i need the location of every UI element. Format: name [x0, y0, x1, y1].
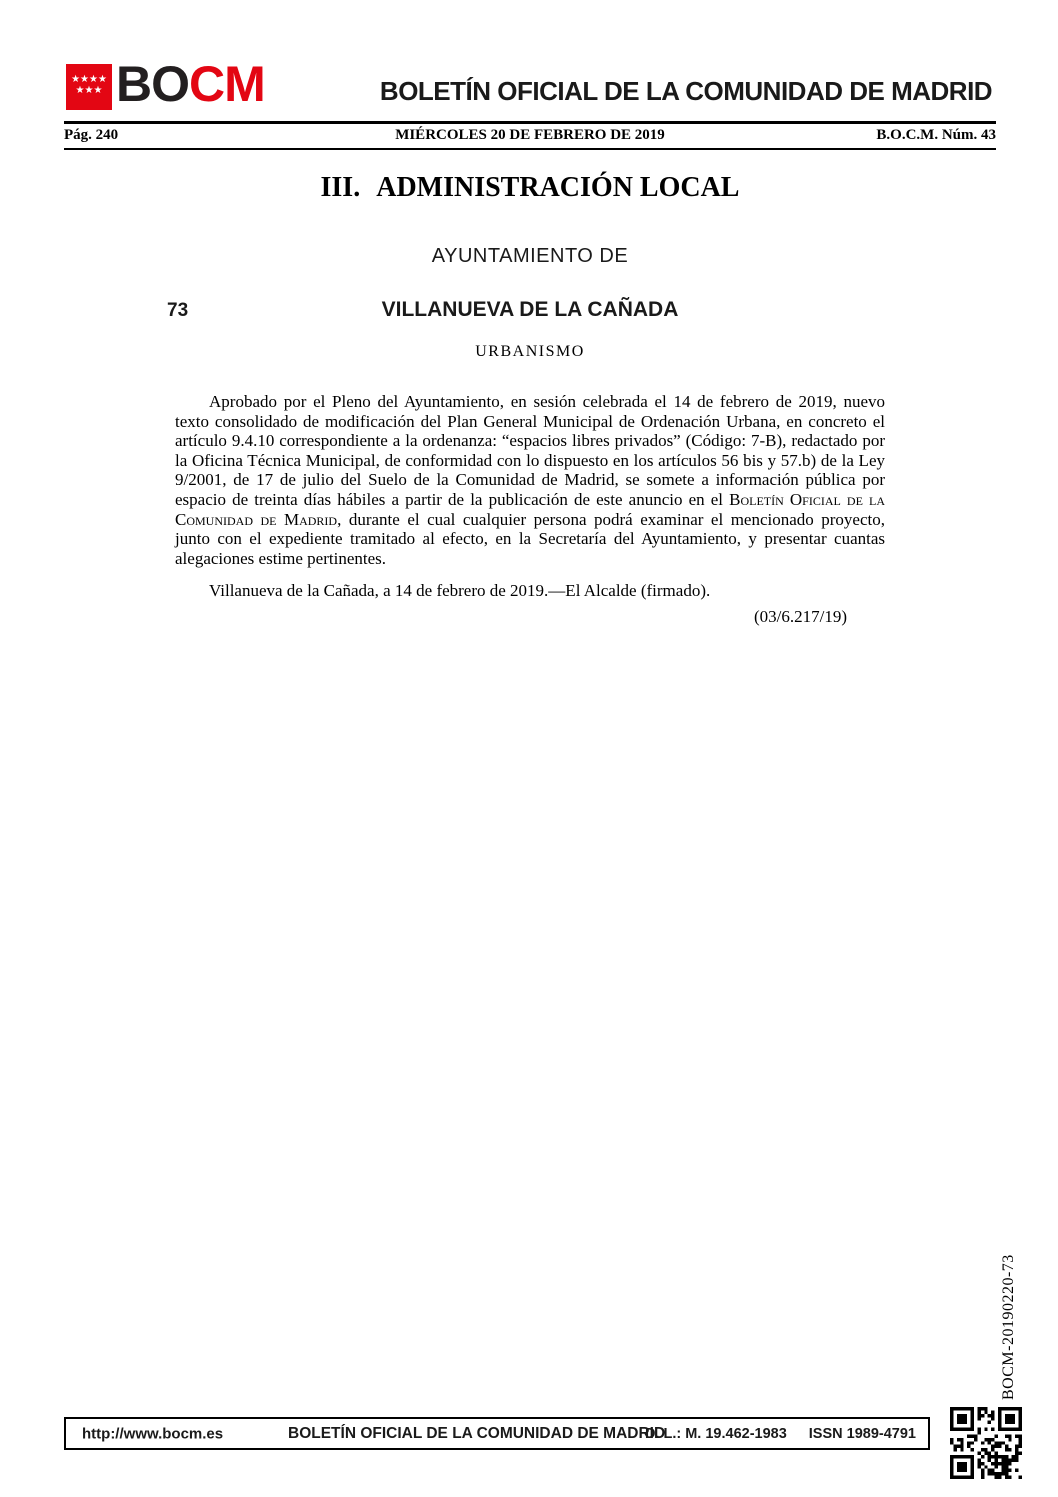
page-number-label: Pág. 240 [64, 127, 119, 143]
header-rule-bottom [64, 148, 996, 150]
footer-title: BOLETÍN OFICIAL DE LA COMUNIDAD DE MADRID [288, 1424, 666, 1442]
legal-deposit-label: D. L.: M. 19.462-1983 [644, 1425, 787, 1442]
issue-number-label: B.O.C.M. Núm. 43 [876, 127, 996, 143]
qr-code [950, 1407, 1022, 1479]
footer-legal-group [645, 1426, 916, 1442]
section-number: III. [320, 172, 361, 203]
section-title [175, 172, 885, 204]
paragraph-smallcaps: Boletín Oficial de la Comunidad de Madrid [175, 489, 886, 529]
header-rule-top [64, 121, 996, 124]
madrid-flag-icon [66, 64, 112, 110]
header-meta-row [64, 127, 996, 144]
signature-line: Villanueva de la Cañada, a 14 de febrero de 2019.—El Alcalde (firmado). [209, 581, 711, 600]
issue-date-label: MIÉRCOLES 20 DE FEBRERO DE 2019 [395, 127, 665, 143]
logo-text-bo: BO [116, 56, 189, 112]
masthead-title: BOLETÍN OFICIAL DE LA COMUNIDAD DE MADRID [379, 76, 993, 106]
paragraph-text-1: Aprobado por el Pleno del Ayuntamiento, en sesión celebrada el 14 de febrero de 2019, nuevo texto consolidado de modificación del Plan General Municipal de Ordenación Urbana, en concreto el artículo 9.4.10 correspondiente a la ordenanza: “espacios libres privados” (Código: 7-B), redactado por la Oficina Técnica Municipal, de conformidad con lo dispuesto en los artículos 56 bis y 57.b) de la Ley 9/2001, de 17 de julio del Suelo de la Comunidad de Madrid, se somete a información pública por espacio de treinta días hábiles a partir de la publicación de este anuncio en el [175, 392, 885, 509]
subsection-heading: URBANISMO [475, 343, 585, 360]
bocm-logo [116, 56, 265, 112]
qr-code-image [950, 1407, 1022, 1479]
org-heading: AYUNTAMIENTO DE [431, 245, 629, 267]
document-code-vertical: BOCM-20190220-73 [1000, 1254, 1017, 1400]
reference-code: (03/6.217/19) [753, 607, 847, 626]
announcement-paragraph [175, 392, 885, 568]
municipality-heading: VILLANUEVA DE LA CAÑADA [381, 298, 679, 321]
flag-stars-row1: ★★★★ [71, 74, 107, 85]
section-name: ADMINISTRACIÓN LOCAL [376, 172, 740, 203]
footer-bar [64, 1417, 930, 1450]
footer-url-link[interactable]: http://www.bocm.es [82, 1425, 224, 1442]
flag-stars-row2: ★★★ [75, 85, 103, 96]
announcement-number: 73 [167, 300, 189, 321]
logo-text-cm: CM [189, 56, 265, 112]
paragraph-text-2: , durante el cual cualquier persona podrá examinar el mencionado proyecto, junto con el expediente tramitado al efecto, en la Secretaría del Ayuntamiento, y presentar cuantas alegaciones estime pertinentes. [175, 509, 885, 568]
issn-label: ISSN 1989-4791 [808, 1425, 916, 1442]
